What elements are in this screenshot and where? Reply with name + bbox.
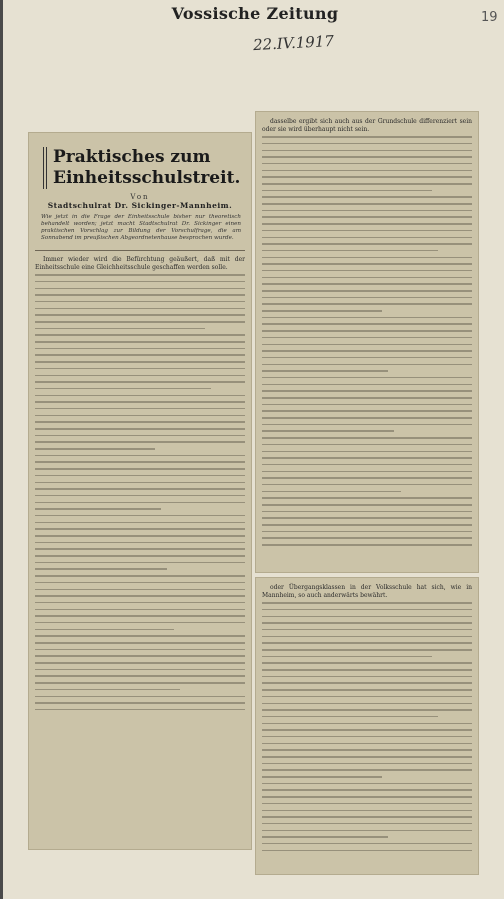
text-line bbox=[35, 408, 245, 410]
text-line bbox=[35, 615, 245, 617]
text-line bbox=[35, 328, 205, 330]
text-line bbox=[35, 649, 245, 651]
text-line bbox=[262, 250, 438, 252]
text-line bbox=[35, 642, 245, 644]
text-line bbox=[35, 455, 245, 457]
text-line bbox=[35, 308, 245, 310]
text-line bbox=[35, 689, 180, 691]
article-clipping-right-bottom bbox=[256, 578, 478, 874]
text-line bbox=[262, 843, 472, 845]
text-line bbox=[262, 544, 472, 546]
text-line bbox=[35, 288, 245, 290]
text-line bbox=[35, 548, 245, 550]
text-line bbox=[35, 528, 245, 530]
text-line bbox=[35, 682, 245, 684]
text-line bbox=[262, 709, 472, 711]
text-line bbox=[35, 669, 245, 671]
text-line bbox=[262, 629, 472, 631]
text-line bbox=[35, 595, 245, 597]
text-line bbox=[35, 401, 245, 403]
text-line bbox=[262, 437, 472, 439]
text-line bbox=[35, 361, 245, 363]
text-line bbox=[262, 216, 472, 218]
text-line bbox=[262, 203, 472, 205]
text-line bbox=[35, 468, 245, 470]
text-line bbox=[262, 716, 438, 718]
text-line bbox=[262, 689, 472, 691]
text-line bbox=[35, 435, 245, 437]
text-line bbox=[262, 417, 472, 419]
text-line bbox=[262, 176, 472, 178]
text-line bbox=[35, 568, 167, 570]
text-line bbox=[35, 348, 245, 350]
article-paragraph: Immer wieder wird die Befürchtung geäußert, daß mit der Einheitsschule eine Gleichheitsschule geschaffen werden solle. bbox=[35, 256, 245, 272]
text-line bbox=[35, 415, 245, 417]
text-line bbox=[262, 257, 472, 259]
text-line bbox=[262, 397, 472, 399]
text-line bbox=[262, 850, 472, 852]
article-clipping-left bbox=[29, 133, 251, 849]
text-line bbox=[35, 582, 245, 584]
text-line bbox=[262, 484, 472, 486]
text-line bbox=[262, 736, 472, 738]
text-line bbox=[35, 522, 245, 524]
text-line bbox=[262, 803, 472, 805]
text-line bbox=[35, 589, 245, 591]
text-line bbox=[35, 709, 245, 711]
text-line bbox=[262, 537, 472, 539]
text-line bbox=[262, 270, 472, 272]
text-line bbox=[262, 237, 472, 239]
text-line bbox=[35, 696, 245, 698]
text-line bbox=[262, 769, 472, 771]
text-line bbox=[262, 776, 382, 778]
text-line bbox=[35, 388, 211, 390]
text-line bbox=[262, 729, 472, 731]
text-line bbox=[262, 616, 472, 618]
text-line bbox=[262, 477, 472, 479]
text-line bbox=[35, 448, 155, 450]
text-line bbox=[262, 263, 472, 265]
text-line bbox=[262, 377, 472, 379]
text-line bbox=[35, 281, 245, 283]
text-line bbox=[262, 283, 472, 285]
text-line bbox=[262, 350, 472, 352]
text-line bbox=[262, 410, 472, 412]
text-line bbox=[262, 636, 472, 638]
text-line bbox=[35, 622, 245, 624]
article-paragraph: dasselbe ergibt sich auch aus der Grundschule differenziert sein oder sie wird überhaupt nicht sein. bbox=[262, 118, 472, 134]
text-line bbox=[35, 655, 245, 657]
text-line bbox=[35, 495, 245, 497]
text-line bbox=[35, 635, 245, 637]
text-line bbox=[35, 354, 245, 356]
text-line bbox=[35, 461, 245, 463]
text-line bbox=[262, 317, 472, 319]
text-line bbox=[262, 290, 472, 292]
text-line bbox=[262, 649, 472, 651]
text-line bbox=[35, 294, 245, 296]
text-line bbox=[262, 223, 472, 225]
text-line bbox=[262, 390, 472, 392]
text-line bbox=[35, 562, 245, 564]
text-line bbox=[262, 277, 472, 279]
text-line bbox=[35, 334, 245, 336]
text-line bbox=[262, 464, 472, 466]
text-line bbox=[35, 575, 245, 577]
text-line bbox=[262, 622, 472, 624]
text-line bbox=[262, 830, 472, 832]
text-line bbox=[262, 531, 472, 533]
text-line bbox=[262, 696, 472, 698]
text-line bbox=[262, 763, 472, 765]
text-line bbox=[35, 395, 245, 397]
text-line bbox=[35, 475, 245, 477]
text-line bbox=[262, 609, 472, 611]
divider bbox=[35, 250, 245, 251]
text-line bbox=[262, 682, 472, 684]
text-line bbox=[262, 323, 472, 325]
byline-von: Von bbox=[130, 193, 150, 201]
text-line bbox=[35, 662, 245, 664]
text-line bbox=[262, 143, 472, 145]
article-paragraph: oder Übergangsklassen in der Volksschule hat sich, wie in Mannheim, so auch anderwärts bewährt. bbox=[262, 584, 472, 600]
text-line bbox=[262, 404, 472, 406]
text-line bbox=[262, 789, 472, 791]
article-body-right-top bbox=[262, 118, 472, 546]
article-clipping-right-top bbox=[256, 112, 478, 572]
text-line bbox=[262, 330, 472, 332]
article-body-left bbox=[35, 256, 245, 710]
text-line bbox=[35, 542, 245, 544]
text-line bbox=[262, 303, 472, 305]
text-line bbox=[262, 796, 472, 798]
text-line bbox=[262, 783, 472, 785]
text-line bbox=[262, 297, 472, 299]
text-line bbox=[35, 482, 245, 484]
text-line bbox=[35, 381, 245, 383]
text-line bbox=[262, 337, 472, 339]
text-line bbox=[262, 511, 472, 513]
column-text-lines bbox=[262, 602, 472, 851]
article-title: Praktisches zum Einheitsschulstreit. bbox=[43, 147, 245, 189]
text-line bbox=[35, 274, 245, 276]
text-line bbox=[35, 428, 245, 430]
text-line bbox=[262, 344, 472, 346]
text-line bbox=[262, 170, 472, 172]
text-line bbox=[262, 756, 472, 758]
text-line bbox=[35, 441, 245, 443]
text-line bbox=[262, 183, 472, 185]
text-line bbox=[262, 357, 472, 359]
text-line bbox=[262, 163, 472, 165]
text-line bbox=[35, 301, 245, 303]
text-line bbox=[35, 629, 174, 631]
text-line bbox=[35, 515, 245, 517]
text-line bbox=[262, 656, 432, 658]
text-line bbox=[35, 702, 245, 704]
text-line bbox=[35, 609, 245, 611]
text-line bbox=[262, 703, 472, 705]
text-line bbox=[262, 384, 472, 386]
text-line bbox=[262, 457, 472, 459]
text-line bbox=[262, 524, 472, 526]
text-line bbox=[35, 535, 245, 537]
text-line bbox=[262, 749, 472, 751]
text-line bbox=[262, 136, 472, 138]
text-line bbox=[35, 375, 245, 377]
text-line bbox=[35, 508, 161, 510]
text-line bbox=[262, 491, 401, 493]
text-line bbox=[262, 364, 472, 366]
text-line bbox=[35, 602, 245, 604]
text-line bbox=[262, 662, 472, 664]
text-line bbox=[262, 602, 472, 604]
text-line bbox=[35, 675, 245, 677]
text-line bbox=[35, 314, 245, 316]
text-line bbox=[262, 810, 472, 812]
text-line bbox=[262, 723, 472, 725]
text-line bbox=[262, 150, 472, 152]
text-line bbox=[35, 321, 245, 323]
text-line bbox=[35, 488, 245, 490]
text-line bbox=[262, 230, 472, 232]
byline-author: Stadtschulrat Dr. Sickinger-Mannheim. bbox=[47, 201, 233, 210]
text-line bbox=[262, 823, 472, 825]
text-line bbox=[35, 341, 245, 343]
text-line bbox=[262, 743, 472, 745]
text-line bbox=[262, 196, 472, 198]
text-line bbox=[35, 502, 245, 504]
text-line bbox=[262, 471, 472, 473]
text-line bbox=[262, 669, 472, 671]
handwritten-date: 22.IV.1917 bbox=[252, 31, 335, 55]
text-line bbox=[262, 642, 472, 644]
page-number: 19 bbox=[481, 10, 498, 25]
text-line bbox=[262, 836, 388, 838]
text-line bbox=[262, 430, 394, 432]
article-intro: Wie jetzt in die Frage der Einheitsschule bisher nur theoretisch behandelt worden; jetzt macht Stadtschulrat Dr. Sickinger einen praktischen Vorschlag zur Bildung der Vorschulfrage, die am Sonnabend im preußischen Abgeordnetenhause besprochen wurde. bbox=[41, 214, 241, 241]
article-body-right-bottom bbox=[262, 584, 472, 851]
text-line bbox=[262, 497, 472, 499]
text-line bbox=[262, 370, 388, 372]
text-line bbox=[35, 555, 245, 557]
text-line bbox=[262, 816, 472, 818]
column-text-lines bbox=[262, 136, 472, 545]
newspaper-masthead: Vossische Zeitung bbox=[171, 4, 339, 23]
text-line bbox=[262, 517, 472, 519]
text-line bbox=[262, 190, 432, 192]
text-line bbox=[35, 421, 245, 423]
text-line bbox=[262, 210, 472, 212]
text-line bbox=[262, 156, 472, 158]
text-line bbox=[262, 451, 472, 453]
text-line bbox=[262, 676, 472, 678]
text-line bbox=[262, 243, 472, 245]
text-line bbox=[262, 504, 472, 506]
text-line bbox=[262, 310, 382, 312]
text-line bbox=[35, 368, 245, 370]
text-line bbox=[262, 424, 472, 426]
column-text-lines bbox=[35, 274, 245, 710]
text-line bbox=[262, 444, 472, 446]
